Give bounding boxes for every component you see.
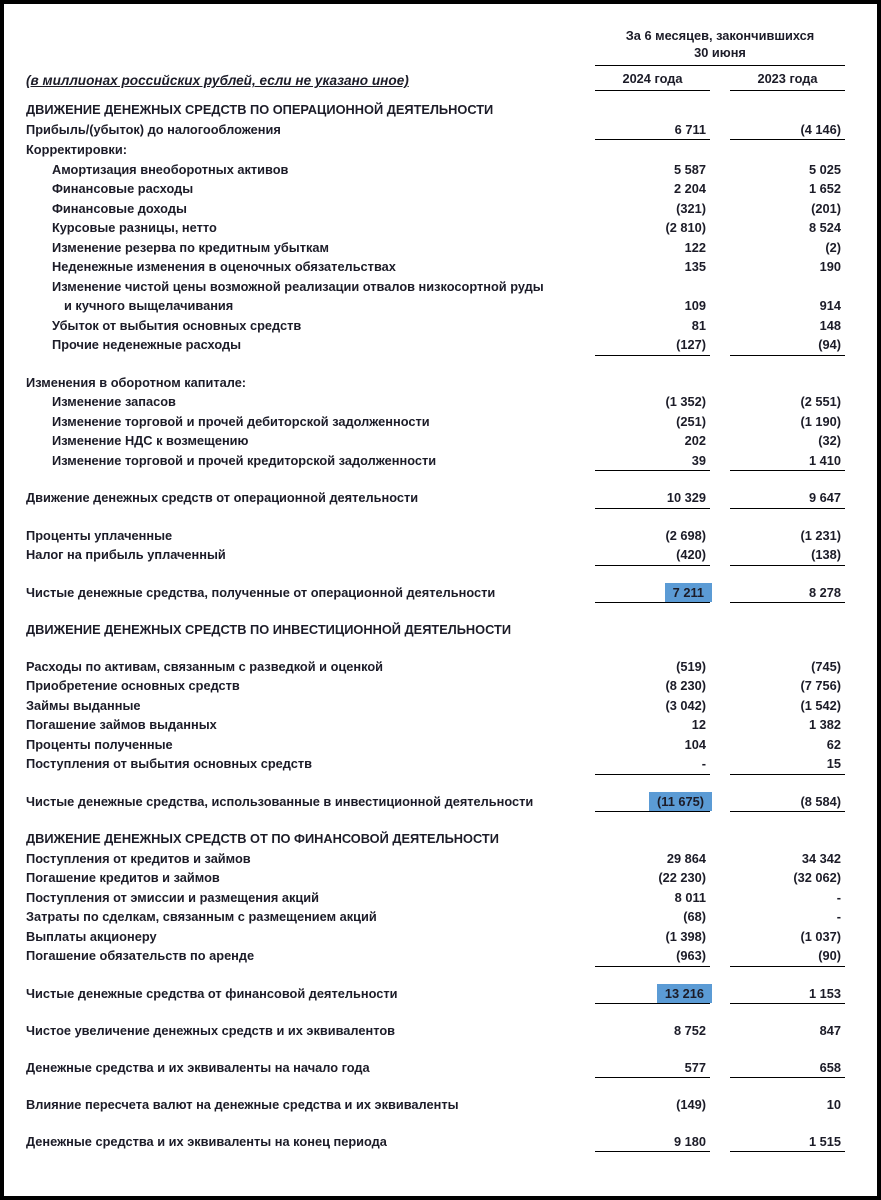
value-2023: 1 382 — [808, 717, 841, 733]
row-spacer — [26, 812, 845, 829]
row-label: Изменение торговой и прочей дебиторской задолженности — [52, 413, 430, 429]
value-2024: 122 — [684, 239, 706, 255]
value-2024: 135 — [684, 259, 706, 275]
row-label: Поступления от кредитов и займов — [26, 850, 251, 866]
value-2024: 39 — [595, 451, 710, 472]
row-label: Изменение НДС к возмещению — [52, 433, 249, 449]
table-row — [26, 277, 845, 297]
value-2023: 10 — [826, 1097, 841, 1113]
table-row — [26, 984, 845, 1005]
period-text — [595, 28, 845, 66]
table-row — [26, 657, 845, 677]
value-2023 — [730, 829, 845, 849]
value-2024: (1 398) — [665, 928, 706, 944]
table-row — [26, 373, 845, 393]
row-spacer — [26, 1004, 845, 1021]
section-header-row — [26, 620, 845, 640]
row-label: Изменение торговой и прочей кредиторской задолженности — [52, 452, 437, 468]
table-row — [26, 849, 845, 869]
table-row — [26, 526, 845, 546]
value-2023 — [730, 373, 845, 393]
value-2024 — [595, 620, 710, 640]
period-line2: 30 июня — [694, 44, 746, 60]
row-label: ДВИЖЕНИЕ ДЕНЕЖНЫХ СРЕДСТВ ПО ОПЕРАЦИОННОЙ ДЕЯТЕЛЬНОСТИ — [26, 102, 494, 118]
table-row — [26, 431, 845, 451]
row-spacer — [26, 566, 845, 583]
value-2024: (127) — [595, 335, 710, 356]
table-row — [26, 696, 845, 716]
value-2023: 1 153 — [730, 984, 845, 1005]
table-row — [26, 179, 845, 199]
table-row — [26, 335, 845, 356]
row-label: Поступления от выбытия основных средств — [26, 756, 312, 772]
currency-note: (в миллионах российских рублей, если не указано иное) — [26, 73, 409, 89]
row-spacer — [26, 509, 845, 526]
value-2023: - — [836, 909, 841, 925]
table-row — [26, 488, 845, 509]
row-label: Изменение запасов — [52, 394, 176, 410]
value-2024: 2 204 — [673, 181, 706, 197]
row-spacer — [26, 640, 845, 657]
highlighted-value: 13 216 — [657, 984, 712, 1003]
column-header-2023: 2023 года — [730, 70, 845, 91]
table-row — [26, 257, 845, 277]
table-row — [26, 583, 845, 604]
row-label: Изменения в оборотном капитале: — [26, 374, 247, 390]
value-2023: 658 — [730, 1058, 845, 1079]
row-label: Чистые денежные средства, использованные в инвестиционной деятельности — [26, 793, 534, 809]
value-2023: (8 584) — [730, 792, 845, 813]
value-2023: 15 — [730, 754, 845, 775]
table-row — [26, 218, 845, 238]
table-row — [26, 316, 845, 336]
value-2023: 8 524 — [808, 220, 841, 236]
value-2024: (963) — [595, 946, 710, 967]
value-2023: - — [836, 889, 841, 905]
row-label: Денежные средства и их эквиваленты на начало года — [26, 1059, 370, 1075]
value-2023: (1 037) — [800, 928, 841, 944]
highlighted-value: (11 675) — [649, 792, 712, 811]
value-2023 — [730, 620, 845, 640]
value-2023: (1 542) — [800, 697, 841, 713]
value-2024: (22 230) — [658, 870, 706, 886]
value-2024: 81 — [691, 317, 706, 333]
value-2024: 9 180 — [595, 1132, 710, 1153]
value-2023: (138) — [730, 545, 845, 566]
table-row — [26, 120, 845, 141]
value-2024: 577 — [595, 1058, 710, 1079]
value-2024 — [595, 984, 710, 1005]
row-label: Проценты полученные — [26, 736, 173, 752]
row-spacer — [26, 1041, 845, 1058]
row-label: Чистые денежные средства, полученные от операционной деятельности — [26, 584, 496, 600]
value-2024: (68) — [683, 909, 706, 925]
row-label: ДВИЖЕНИЕ ДЕНЕЖНЫХ СРЕДСТВ ПО ИНВЕСТИЦИОННОЙ ДЕЯТЕЛЬНОСТИ — [26, 622, 512, 638]
row-label: Поступления от эмиссии и размещения акций — [26, 889, 319, 905]
table-row — [26, 296, 845, 316]
table-row — [26, 927, 845, 947]
table-row — [26, 946, 845, 967]
table-row — [26, 412, 845, 432]
value-2024 — [595, 829, 710, 849]
value-2024: (420) — [595, 545, 710, 566]
value-2024: (8 230) — [665, 678, 706, 694]
value-2024: 29 864 — [666, 850, 706, 866]
row-spacer — [26, 1078, 845, 1095]
value-2023: (94) — [730, 335, 845, 356]
value-2023: (745) — [811, 658, 841, 674]
row-label: Погашение обязательств по аренде — [26, 948, 255, 964]
table-row — [26, 792, 845, 813]
table-row — [26, 140, 845, 160]
row-spacer — [26, 1115, 845, 1132]
value-2024: 6 711 — [595, 120, 710, 141]
table-row — [26, 868, 845, 888]
row-label: Движение денежных средств от операционной деятельности — [26, 490, 419, 506]
value-2024: 5 587 — [673, 161, 706, 177]
statement-header — [26, 28, 845, 91]
table-row — [26, 1021, 845, 1041]
row-label: Погашение кредитов и займов — [26, 870, 220, 886]
value-2023: 148 — [819, 317, 841, 333]
row-label: Приобретение основных средств — [26, 678, 240, 694]
value-2024 — [595, 100, 710, 120]
value-2024: (2 698) — [665, 527, 706, 543]
highlighted-value: 7 211 — [665, 583, 712, 602]
value-2024 — [595, 277, 710, 297]
column-header-2024: 2024 года — [595, 70, 710, 91]
table-row — [26, 715, 845, 735]
section-header-row — [26, 100, 845, 120]
value-2023: (7 756) — [800, 678, 841, 694]
row-label: Выплаты акционеру — [26, 928, 157, 944]
table-row — [26, 676, 845, 696]
table-row — [26, 199, 845, 219]
value-2023: (2 551) — [800, 394, 841, 410]
value-2023: 1 652 — [808, 181, 841, 197]
row-label: Чистые денежные средства от финансовой деятельности — [26, 985, 398, 1001]
value-2023: (90) — [730, 946, 845, 967]
row-label: Прибыль/(убыток) до налогообложения — [26, 121, 281, 137]
value-2023: 847 — [819, 1023, 841, 1039]
value-2023 — [730, 100, 845, 120]
table-row — [26, 238, 845, 258]
row-spacer — [26, 603, 845, 620]
value-2023: (32 062) — [793, 870, 841, 886]
value-2024: - — [595, 754, 710, 775]
value-2024: 12 — [691, 717, 706, 733]
table-row — [26, 451, 845, 472]
value-2023: (1 231) — [800, 527, 841, 543]
row-label: Затраты по сделкам, связанным с размещением акций — [26, 909, 377, 925]
value-2023: 62 — [826, 736, 841, 752]
value-2023 — [730, 140, 845, 160]
row-spacer — [26, 471, 845, 488]
value-2023: 9 647 — [730, 488, 845, 509]
row-spacer — [26, 967, 845, 984]
value-2023: (1 190) — [800, 413, 841, 429]
table-row — [26, 907, 845, 927]
value-2024: 10 329 — [595, 488, 710, 509]
row-label: Проценты уплаченные — [26, 527, 173, 543]
value-2024 — [595, 140, 710, 160]
column-headers — [595, 70, 845, 91]
row-label: Чистое увеличение денежных средств и их эквивалентов — [26, 1023, 396, 1039]
row-label: Погашение займов выданных — [26, 717, 217, 733]
value-2024 — [595, 373, 710, 393]
value-2024: (149) — [676, 1097, 706, 1113]
value-2023: (2) — [825, 239, 841, 255]
value-2024: 8 752 — [673, 1023, 706, 1039]
value-2023: 190 — [819, 259, 841, 275]
value-2023: 1 410 — [730, 451, 845, 472]
table-row — [26, 160, 845, 180]
statement-rows — [26, 100, 845, 1152]
value-2024: (519) — [676, 658, 706, 674]
period-line1: За 6 месяцев, закончившихся — [625, 28, 815, 43]
value-2023: 1 515 — [730, 1132, 845, 1153]
row-label: Курсовые разницы, нетто — [52, 220, 217, 236]
value-2024: (251) — [676, 413, 706, 429]
value-2024 — [595, 583, 710, 604]
value-2023: (32) — [818, 433, 841, 449]
row-label: и кучного выщелачивания — [64, 298, 234, 314]
table-row — [26, 545, 845, 566]
row-label: Амортизация внеоборотных активов — [52, 161, 289, 177]
row-label: Изменение чистой цены возможной реализации отвалов низкосортной руды — [52, 278, 544, 294]
value-2023: 914 — [819, 298, 841, 314]
row-label: Финансовые расходы — [52, 181, 194, 197]
row-label: Налог на прибыль уплаченный — [26, 547, 226, 563]
row-label: Убыток от выбытия основных средств — [52, 317, 302, 333]
row-label: Денежные средства и их эквиваленты на конец периода — [26, 1133, 387, 1149]
value-2024: 109 — [684, 298, 706, 314]
row-label: Финансовые доходы — [52, 200, 187, 216]
value-2024: (321) — [676, 200, 706, 216]
value-2023: 5 025 — [808, 161, 841, 177]
table-row — [26, 1095, 845, 1115]
value-2024: (2 810) — [665, 220, 706, 236]
row-label: Расходы по активам, связанным с разведкой и оценкой — [26, 658, 384, 674]
value-2024: (3 042) — [665, 697, 706, 713]
value-2023: 8 278 — [730, 583, 845, 604]
row-label: Неденежные изменения в оценочных обязательствах — [52, 259, 396, 275]
section-header-row — [26, 829, 845, 849]
row-label: Корректировки: — [26, 142, 127, 158]
value-2024 — [595, 792, 710, 813]
table-row — [26, 888, 845, 908]
table-row — [26, 754, 845, 775]
row-spacer — [26, 775, 845, 792]
row-label: ДВИЖЕНИЕ ДЕНЕЖНЫХ СРЕДСТВ ОТ ПО ФИНАНСОВОЙ ДЕЯТЕЛЬНОСТИ — [26, 831, 499, 847]
value-2024: (1 352) — [665, 394, 706, 410]
table-row — [26, 1132, 845, 1153]
row-label: Влияние пересчета валют на денежные средства и их эквиваленты — [26, 1097, 459, 1113]
value-2024: 202 — [684, 433, 706, 449]
row-spacer — [26, 356, 845, 373]
table-row — [26, 392, 845, 412]
value-2023: (4 146) — [730, 120, 845, 141]
table-row — [26, 1058, 845, 1079]
row-label: Изменение резерва по кредитным убыткам — [52, 239, 329, 255]
value-2023: (201) — [811, 200, 841, 216]
value-2024: 8 011 — [674, 889, 706, 905]
value-2024: 104 — [684, 736, 706, 752]
table-row — [26, 735, 845, 755]
value-2023: 34 342 — [801, 850, 841, 866]
period-header — [595, 28, 845, 91]
row-label: Прочие неденежные расходы — [52, 337, 242, 353]
value-2023 — [730, 277, 845, 297]
row-label: Займы выданные — [26, 697, 141, 713]
